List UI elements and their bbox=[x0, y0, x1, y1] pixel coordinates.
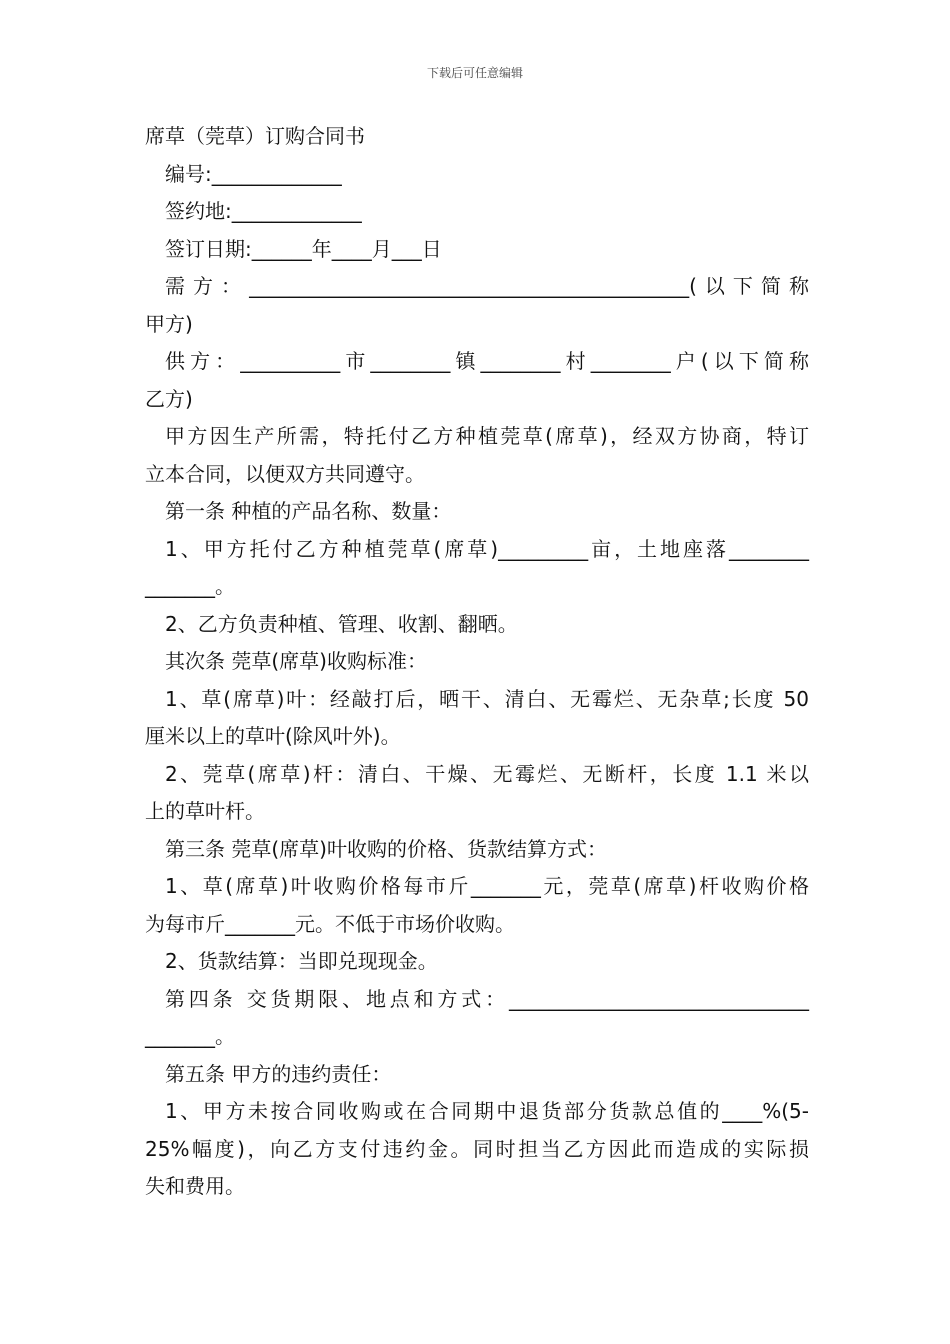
article-3-item-1: 1、草(席草)叶收购价格每市斤_______元，莞草(席草)杆收购价格 bbox=[165, 874, 809, 898]
preamble-paragraph: 甲方因生产所需，特托付乙方种植莞草(席草)，经双方协商，特订 bbox=[165, 424, 809, 448]
article-2-item-1: 1、草(席草)叶：经敲打后，晒干、清白、无霉烂、无杂草;长度 50 bbox=[165, 686, 809, 711]
article-1-item-1-cont: _______。 bbox=[145, 574, 235, 598]
article-2-item-1-cont: 厘米以上的草叶(除风叶外)。 bbox=[145, 724, 401, 748]
article-1-item-1: 1、甲方托付乙方种植莞草(席草)_________亩，土地座落________ bbox=[165, 536, 809, 561]
page-header: 下载后可任意编辑 bbox=[426, 66, 523, 80]
article-3-item-1-cont: 为每市斤_______元。不低于市场价收购。 bbox=[145, 911, 515, 936]
article-1-heading: 第一条 种植的产品名称、数量： bbox=[165, 499, 452, 523]
article-3-heading: 第三条 莞草(席草)叶收购的价格、货款结算方式： bbox=[165, 836, 607, 861]
article-2-heading: 其次条 莞草(席草)收购标准： bbox=[165, 649, 427, 673]
buyer-line-cont: 甲方) bbox=[145, 311, 193, 336]
article-4-heading-cont: _______。 bbox=[145, 1024, 235, 1048]
signing-date-line: 签订日期:______年____月___日 bbox=[165, 236, 442, 261]
article-4-heading: 第四条 交货期限、地点和方式：______________________________ bbox=[165, 986, 809, 1011]
contract-title: 席草（莞草）订购合同书 bbox=[145, 124, 365, 148]
article-5-item-1-cont: 25%幅度)，向乙方支付违约金。同时担当乙方因此而造成的实际损 bbox=[145, 1136, 809, 1161]
article-1-item-2: 2、乙方负责种植、管理、收割、翻晒。 bbox=[165, 611, 518, 636]
article-5-item-1-end: 失和费用。 bbox=[145, 1174, 245, 1198]
supplier-line-cont: 乙方) bbox=[145, 386, 193, 411]
article-3-item-2: 2、货款结算：当即兑现现金。 bbox=[165, 949, 438, 973]
article-2-item-2: 2、莞草(席草)杆：清白、干燥、无霉烂、无断杆，长度 1.1 米以 bbox=[165, 761, 809, 786]
contract-body bbox=[145, 118, 809, 1206]
article-2-item-2-cont: 上的草叶杆。 bbox=[145, 799, 265, 823]
preamble-paragraph-cont: 立本合同，以便双方共同遵守。 bbox=[145, 461, 425, 486]
article-5-heading: 第五条 甲方的违约责任： bbox=[165, 1061, 392, 1086]
article-5-item-1: 1、甲方未按合同收购或在合同期中退货部分货款总值的____%(5- bbox=[165, 1099, 809, 1123]
contract-number-line: 编号:_____________ bbox=[165, 161, 342, 186]
buyer-line: 需方：____________________________________________(以下简称 bbox=[165, 274, 809, 298]
supplier-line: 供方：__________市________镇________村________户(以下简称 bbox=[165, 349, 809, 373]
signing-place-line: 签约地:_____________ bbox=[165, 199, 362, 223]
